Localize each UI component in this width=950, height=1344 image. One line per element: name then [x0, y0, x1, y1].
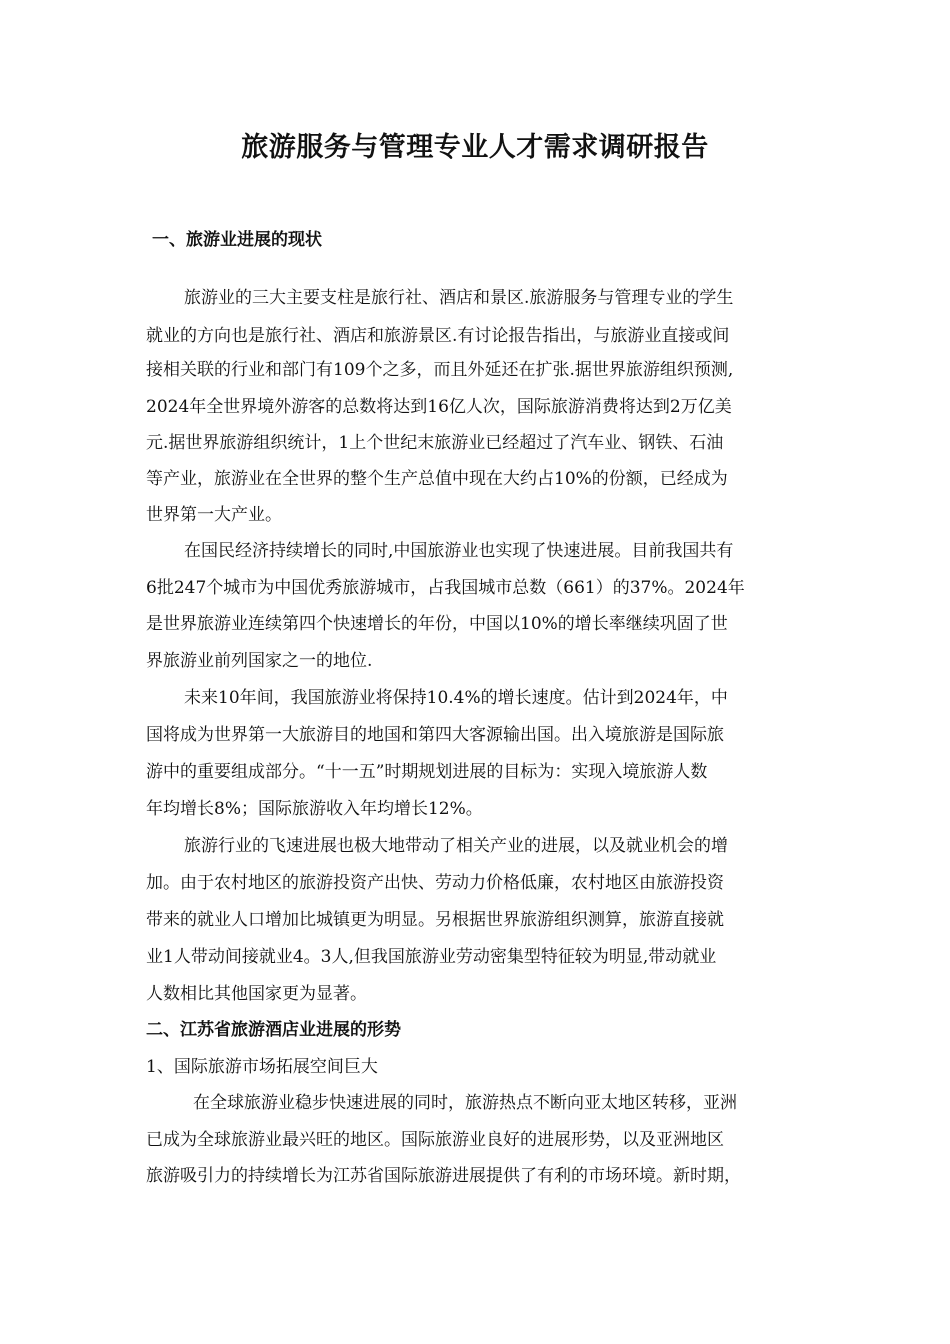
paragraph-4-line-3: 带来的就业人口增加比城镇更为明显。另根据世界旅游组织测算，旅游直接就: [146, 910, 724, 930]
paragraph-2-line-2: 6批247个城市为中国优秀旅游城市，占我国城市总数（661）的37%。2024年: [146, 578, 745, 598]
paragraph-4-line-2: 加。由于农村地区的旅游投资产出快、劳动力价格低廉，农村地区由旅游投资: [146, 873, 724, 893]
paragraph-1-line-5: 元.据世界旅游组织统计，1上个世纪末旅游业已经超过了汽车业、钢铁、石油: [146, 433, 724, 453]
paragraph-4-line-4: 业1人带动间接就业4。3人,但我国旅游业劳动密集型特征较为明显,带动就业: [146, 947, 717, 967]
section-1-heading: 一、旅游业进展的现状: [152, 230, 322, 250]
paragraph-3-line-4: 年均增长8%；国际旅游收入年均增长12%。: [146, 799, 483, 819]
section-2-paragraph-line-2: 已成为全球旅游业最兴旺的地区。国际旅游业良好的进展形势，以及亚洲地区: [146, 1130, 724, 1150]
paragraph-1-line-4: 2024年全世界境外游客的总数将达到16亿人次，国际旅游消费将达到2万亿美: [146, 397, 732, 417]
section-2-heading: 二、江苏省旅游酒店业进展的形势: [146, 1020, 401, 1040]
section-2-paragraph-line-1: 在全球旅游业稳步快速进展的同时，旅游热点不断向亚太地区转移，亚洲: [193, 1093, 737, 1113]
section-2-paragraph-line-3: 旅游吸引力的持续增长为江苏省国际旅游进展提供了有利的市场环境。新时期，: [146, 1166, 741, 1186]
paragraph-2-line-4: 界旅游业前列国家之一的地位.: [146, 651, 373, 671]
paragraph-2-line-1: 在国民经济持续增长的同时,中国旅游业也实现了快速进展。目前我国共有: [184, 541, 734, 561]
document-title: 旅游服务与管理专业人才需求调研报告: [241, 132, 709, 163]
paragraph-1-line-1: 旅游业的三大主要支柱是旅行社、酒店和景区.旅游服务与管理专业的学生: [184, 288, 734, 308]
paragraph-3-line-2: 国将成为世界第一大旅游目的地国和第四大客源输出国。出入境旅游是国际旅: [146, 725, 724, 745]
paragraph-1-line-2: 就业的方向也是旅行社、酒店和旅游景区.有讨论报告指出，与旅游业直接或间: [146, 326, 730, 346]
paragraph-1-line-6: 等产业，旅游业在全世界的整个生产总值中现在大约占10%的份额，已经成为: [146, 469, 728, 489]
paragraph-3-line-1: 未来10年间，我国旅游业将保持10.4%的增长速度。估计到2024年，中: [184, 688, 728, 708]
paragraph-4-line-1: 旅游行业的飞速进展也极大地带动了相关产业的进展，以及就业机会的增: [184, 836, 728, 856]
paragraph-4-line-5: 人数相比其他国家更为显著。: [146, 984, 367, 1004]
paragraph-2-line-3: 是世界旅游业连续第四个快速增长的年份，中国以10%的增长率继续巩固了世: [146, 614, 728, 634]
section-2-subheading: 1、国际旅游市场拓展空间巨大: [146, 1057, 378, 1077]
paragraph-1-line-7: 世界第一大产业。: [146, 505, 282, 525]
paragraph-3-line-3: 游中的重要组成部分。“十一五”时期规划进展的目标为：实现入境旅游人数: [146, 762, 708, 782]
paragraph-1-line-3: 接相关联的行业和部门有109个之多，而且外延还在扩张.据世界旅游组织预测,: [146, 360, 734, 380]
